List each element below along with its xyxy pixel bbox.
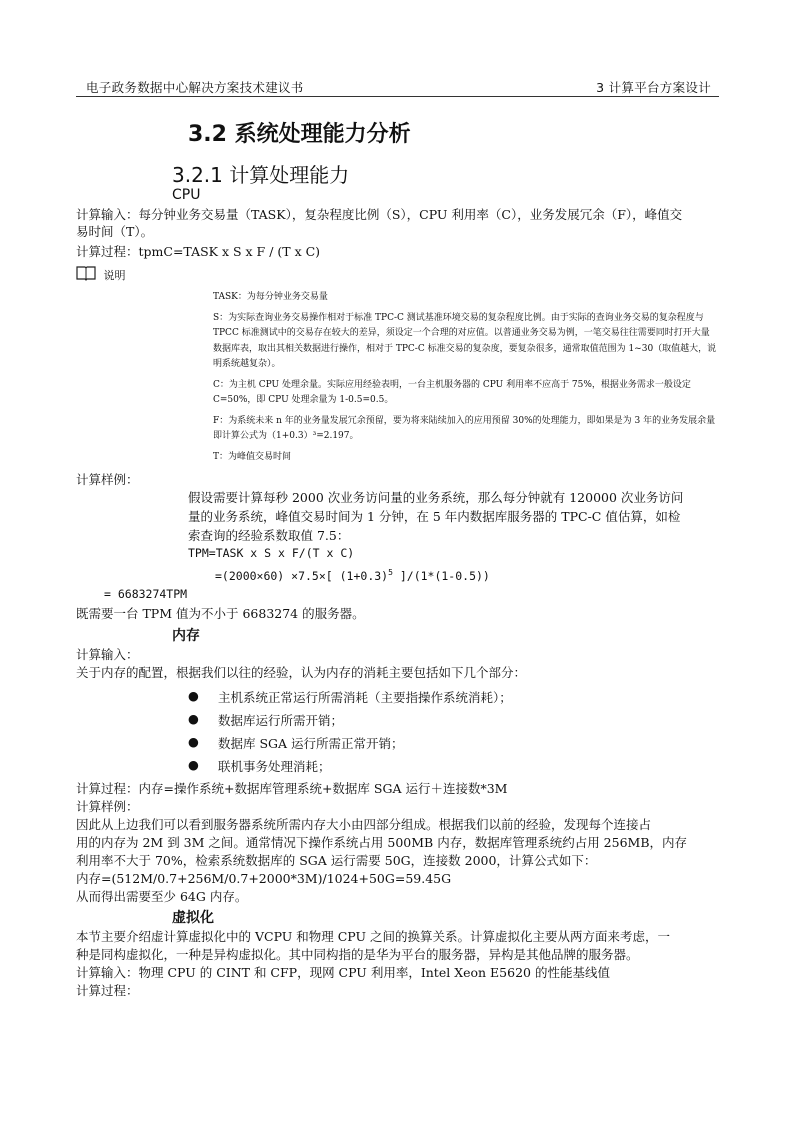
memory-intro: 关于内存的配置，根据我们以往的经验，认为内存的消耗主要包括如下几个部分： [76, 665, 527, 680]
note-t: T：为峰值交易时间 [213, 451, 292, 462]
cpu-example-line2: 量的业务系统，峰值交易时间为 1 分钟，在 5 年内数据库服务器的 TPC-C 值估算，如检 [188, 509, 681, 524]
virtualization-line1: 本节主要介绍虚计算虚拟化中的 VCPU 和物理 CPU 之间的换算关系。计算虚拟化主要从两方面来考虑，一 [76, 929, 671, 944]
header-chapter-title: 3 计算平台方案设计 [596, 80, 711, 95]
cpu-process: 计算过程：tpmC=TASK x S x F / (T x C) [76, 244, 321, 259]
bullet-text: 数据库运行所需开销； [218, 713, 344, 728]
memory-process: 计算过程：内存=操作系统+数据库管理系统+数据库 SGA 运行＋连接数*3M [76, 781, 508, 796]
header-document-title: 电子政务数据中心解决方案技术建议书 [86, 80, 304, 95]
page-header [76, 78, 719, 97]
note-c: C：为主机 CPU 处理余量。实际应用经验表明，一台主机服务器的 CPU 利用率不应高于 75%，根据业务需求一般设定 C=50%，即 CPU 处理余量为 1-0.5=0.5。 [213, 379, 691, 405]
note-f: F：为系统未来 n 年的业务量发展冗余预留，要为将来陆续加入的应用预留 30%的处理能力，即如果是为 3 年的业务发展余量即计算公式为（1+0.3）³=2.197。 [213, 415, 716, 441]
note-block [213, 290, 717, 470]
cpu-formula-result: = 6683274TPM [104, 587, 188, 601]
memory-example-line2: 用的内存为 2M 到 3M 之间。通常情况下操作系统占用 500MB 内存，数据库管理系统约占用 256MB，内存 [76, 835, 688, 850]
cpu-example-line1: 假设需要计算每秒 2000 次业务访问量的业务系统，那么每分钟就有 120000 次业务访问 [188, 490, 684, 505]
memory-example-label: 计算样例： [76, 799, 139, 814]
virtualization-heading: 虚拟化 [172, 910, 214, 926]
bullet-text: 主机系统正常运行所需消耗（主要指操作系统消耗）； [218, 690, 512, 705]
memory-formula: 内存=(512M/0.7+256M/0.7+2000*3M)/1024+50G=59.45G [76, 871, 452, 886]
virtualization-line2: 种是同构虚拟化，一种是异构虚拟化。其中同构指的是华为平台的服务器，异构是其他品牌的服务器。 [76, 947, 639, 962]
cpu-formula-line2-part-a: =(2000×60) ×7.5×[ (1+0.3) [215, 568, 389, 583]
memory-input-label: 计算输入： [76, 647, 139, 662]
note-label-row [76, 265, 126, 284]
bullet-text: 联机事务处理消耗； [218, 759, 331, 774]
memory-conclusion: 从而得出需要至少 64G 内存。 [76, 889, 248, 904]
cpu-example-line3: 索查询的经验系数取值 7.5： [188, 528, 350, 543]
cpu-heading: CPU [172, 187, 201, 203]
memory-heading: 内存 [172, 628, 200, 644]
memory-example-line3: 利用率不大于 70%，检索系统数据库的 SGA 运行需要 50G，连接数 2000，计算公式如下： [76, 853, 597, 868]
cpu-formula-line2 [215, 568, 490, 583]
cpu-formula-line1: TPM=TASK x S x F/(T x C) [188, 546, 355, 560]
cpu-formula-line2-part-b: ]/(1*(1-0.5)) [392, 568, 490, 583]
bullet-text: 数据库 SGA 运行所需正常开销； [218, 736, 404, 751]
bullet-icon: ● [188, 688, 199, 703]
bullet-icon: ● [188, 711, 199, 726]
memory-example-line1: 因此从上边我们可以看到服务器系统所需内存大小由四部分组成。根据我们以前的经验，发现每个连接占 [76, 817, 652, 832]
note-s: S：为实际查询业务交易操作相对于标准 TPC-C 测试基准环境交易的复杂程度比例。由于实际的查询业务交易的复杂程度与 TPCC 标准测试中的交易存在较大的差异，须设定一个合理的对应值。以普通业务交易为例，一笔交易往往需要同时打开大量数据库表，取出其相关数据进行操作，相对于 TPC-C 标准交易的复杂度，要复杂很多，通常取值范围为 1~30（取值越大，说明系统越复杂）。 [213, 312, 717, 369]
cpu-input-line1: 计算输入：每分钟业务交易量（TASK），复杂程度比例（S），CPU 利用率（C），业务发展冗余（F），峰值交 [76, 207, 683, 222]
note-label: 说明 [103, 268, 126, 282]
cpu-conclusion: 既需要一台 TPM 值为不小于 6683274 的服务器。 [76, 606, 365, 621]
bullet-icon: ● [188, 734, 199, 749]
book-icon [76, 265, 96, 284]
cpu-input-line2: 易时间（T）。 [76, 224, 154, 239]
cpu-example-label: 计算样例： [76, 472, 139, 487]
virtualization-process: 计算过程： [76, 983, 139, 998]
section-title: 3.2 系统处理能力分析 [188, 122, 411, 147]
virtualization-input: 计算输入：物理 CPU 的 CINT 和 CFP，现网 CPU 利用率，Intel Xeon E5620 的性能基线值 [76, 965, 610, 980]
cpu-formula-exponent: 5 [388, 568, 393, 577]
note-task: TASK：为每分钟业务交易量 [213, 292, 328, 302]
bullet-icon: ● [188, 757, 199, 772]
subsection-title: 3.2.1 计算处理能力 [172, 163, 350, 187]
